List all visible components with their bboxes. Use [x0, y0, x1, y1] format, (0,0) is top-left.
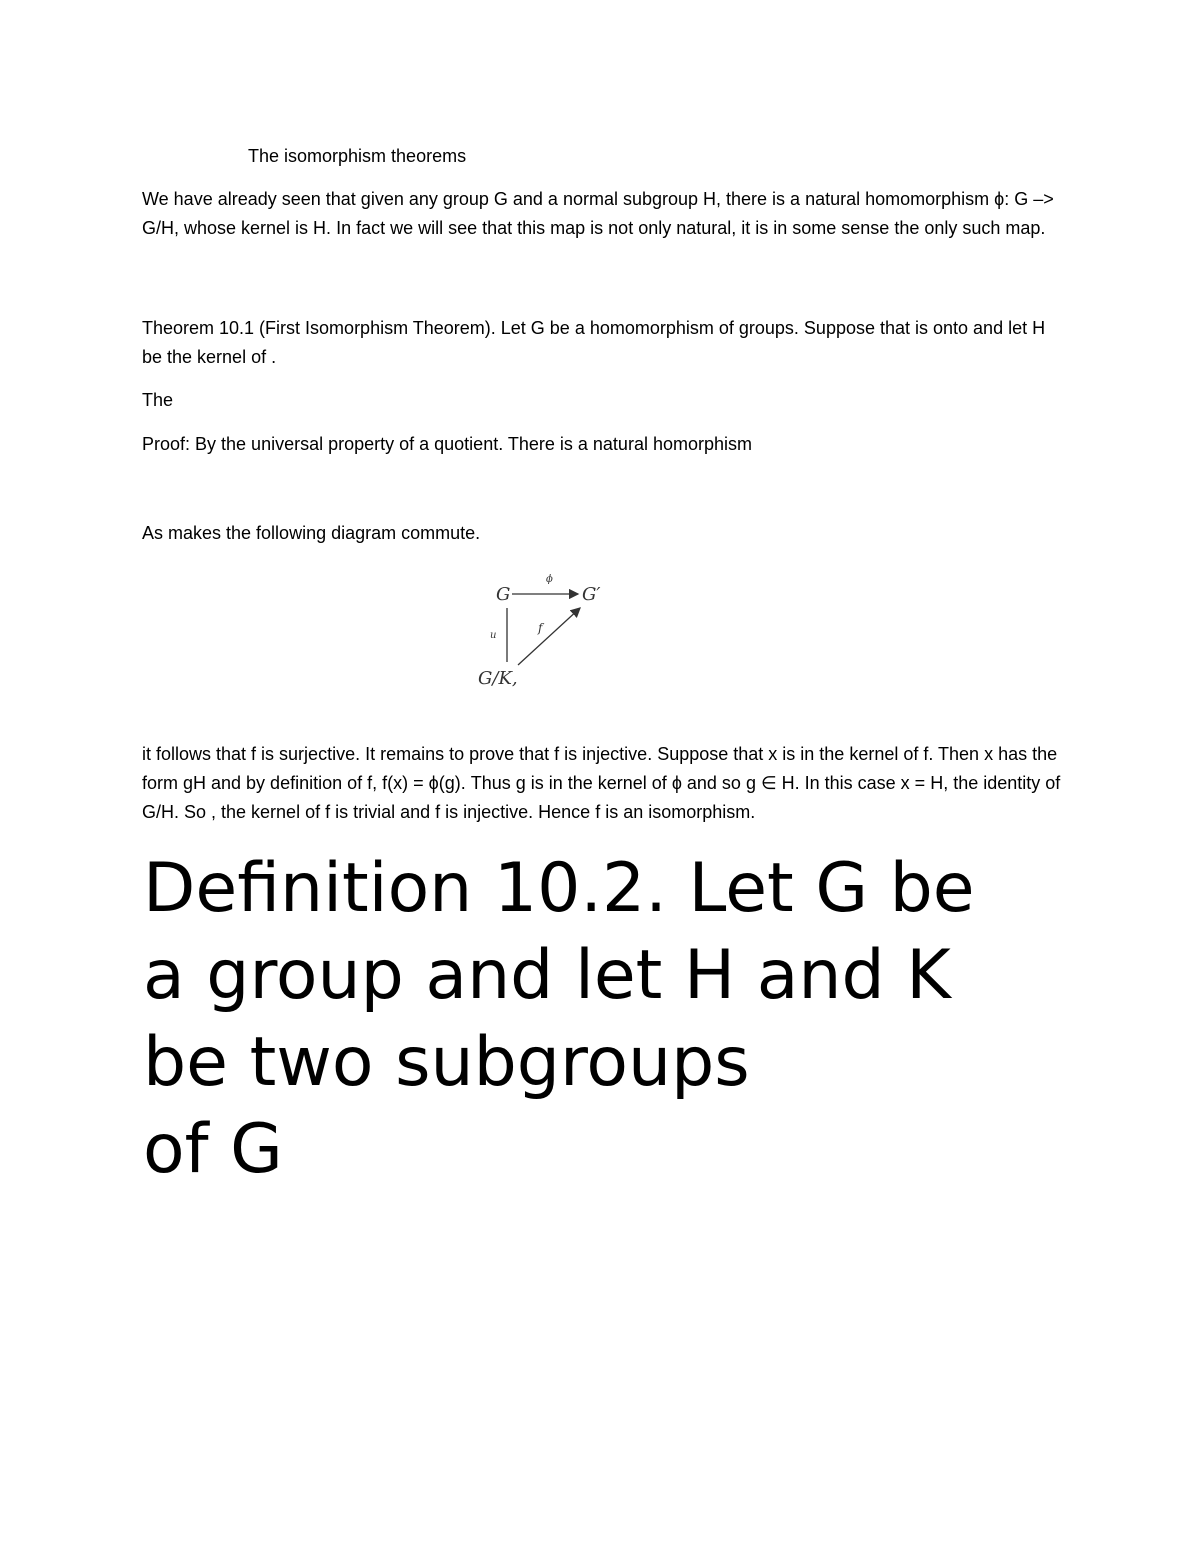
document-title: The isomorphism theorems — [248, 146, 467, 166]
diagonal-arrow — [518, 608, 580, 665]
left-arrow-label: u — [490, 630, 497, 641]
node-quotient: G/K, — [478, 668, 518, 689]
definition-heading: Definition 10.2. Let G be a group and let H and K be two subgroups of G — [143, 849, 975, 1189]
the-line: The — [142, 390, 174, 410]
node-g: G — [496, 584, 511, 605]
node-g-prime: G′ — [582, 584, 601, 605]
theorem-paragraph: Theorem 10.1 (First Isomorphism Theorem). Let G be a homomorphism of groups. Suppose that is onto and let H be the kernel of . — [142, 318, 1046, 367]
proof-intro-paragraph: Proof: By the universal property of a quotient. There is a natural homorphism — [142, 434, 752, 454]
intro-paragraph: We have already seen that given any group G and a normal subgroup H, there is a natural homomorphism ϕ: G –> G/H, whose kernel is H. In fact we will see that this map is not only natural, it is in some sense the only such map. — [142, 189, 1054, 238]
top-arrow-label: ϕ — [546, 574, 553, 585]
diagram-caption: As makes the following diagram commute. — [142, 523, 481, 543]
proof-rest-paragraph: it follows that f is surjective. It remains to prove that f is injective. Suppose that x is in the kernel of f. Then x has the form gH and by definition of f, f(x) = ϕ(g). Thus g is in the kernel of ϕ and so g ∈ H. In this case x = H, the identity of G/H. So , the kernel of f is trivial and f is injective. Hence f is an isomorphism. — [142, 744, 1061, 822]
commutative-diagram — [470, 570, 620, 700]
diagonal-arrow-label: f — [538, 621, 543, 635]
